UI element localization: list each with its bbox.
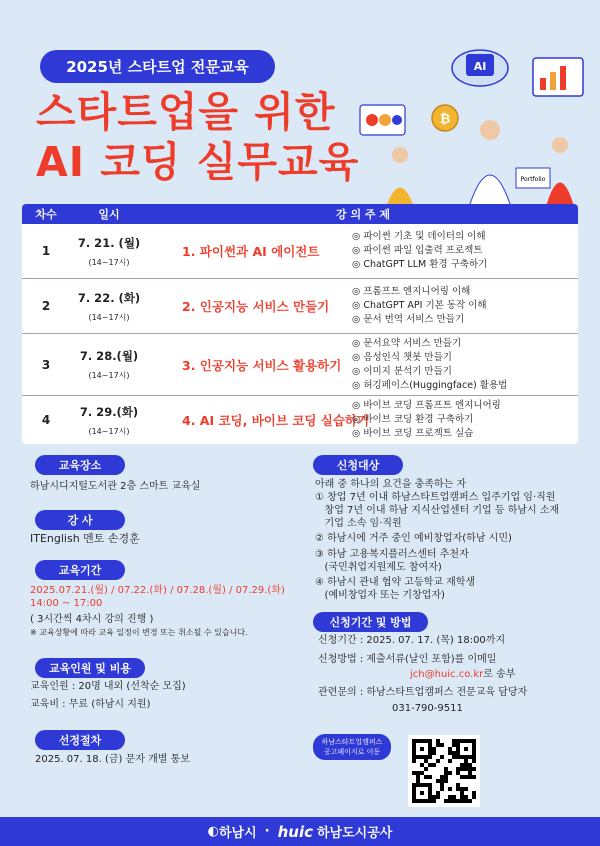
qr-label-line1: 하남스타트업캠퍼스 bbox=[321, 738, 383, 746]
table-row bbox=[22, 334, 578, 396]
session-number: 2 bbox=[41, 299, 51, 313]
chart-window-icon bbox=[533, 58, 583, 96]
topic-item: ◎ 음성인식 챗봇 만들기 bbox=[352, 351, 578, 365]
session-date: 7. 28.(월) bbox=[79, 349, 139, 363]
page-title-line1: 스타트업을 위한 bbox=[36, 88, 336, 136]
period-label: 교육기간 bbox=[35, 560, 125, 580]
ai-chip-label: AI bbox=[473, 60, 487, 73]
coin-icon bbox=[432, 105, 458, 131]
topic-item: ◎ 문서요약 서비스 만들기 bbox=[352, 337, 578, 351]
eligibility-item: ② 하남시에 거주 중인 예비창업자(하남 시민) bbox=[315, 533, 512, 544]
footer-org2: 하남도시공사 bbox=[317, 826, 393, 841]
venue-label: 교육장소 bbox=[35, 455, 125, 475]
people-icon bbox=[385, 120, 575, 210]
apply-label: 신청기간 및 방법 bbox=[313, 612, 428, 632]
col-header-date: 일시 bbox=[98, 208, 120, 221]
qr-code[interactable] bbox=[408, 735, 480, 807]
header-illustration bbox=[340, 40, 590, 210]
session-number: 4 bbox=[41, 413, 51, 427]
session-subject: 4. AI 코딩, 바이브 코딩 실습하기 bbox=[182, 413, 370, 428]
eligibility-item: ③ 하남 고용복지플러스센터 추천자 bbox=[315, 549, 469, 560]
table-header bbox=[22, 204, 578, 224]
period-note: ※ 교육상황에 따라 교육 일정이 변경 또는 취소될 수 있습니다. bbox=[30, 628, 248, 637]
venue-text: 하남시디지털도서관 2층 스마트 교육실 bbox=[30, 481, 201, 492]
eligibility-intro: 아래 중 하나의 요건을 충족하는 자 bbox=[315, 479, 467, 490]
svg-text:₿: ₿ bbox=[439, 112, 451, 127]
selection-text: 2025. 07. 18. (금) 문자 개별 통보 bbox=[35, 754, 190, 765]
qr-label-line2: 공고페이지로 이동 bbox=[323, 748, 381, 756]
period-dates: 2025.07.21.(월) / 07.22.(화) / 07.28.(월) / 07.29.(화) bbox=[30, 585, 285, 596]
topic-item: ◎ 문서 번역 서비스 만들기 bbox=[352, 313, 578, 327]
capacity-label: 교육인원 및 비용 bbox=[35, 658, 145, 678]
eligibility-item: ① 창업 7년 이내 하남스타트업캠퍼스 입주기업 임·직원 bbox=[315, 492, 556, 503]
session-date: 7. 22. (화) bbox=[77, 290, 141, 305]
eligibility-item: ④ 하남시 관내 협약 고등학교 재학생 bbox=[315, 577, 476, 588]
apply-email-suffix: 로 송부 bbox=[483, 669, 516, 680]
apply-method: 신청방법 : 제출서류(날인 포함)를 이메일 bbox=[318, 654, 497, 665]
fee-text: 교육비 : 무료 (하남시 지원) bbox=[30, 699, 151, 710]
topic-item: ◎ 바이브 코딩 프로젝트 실습 bbox=[352, 427, 578, 441]
session-number: 1 bbox=[41, 244, 51, 258]
session-time: (14~17시) bbox=[88, 371, 130, 380]
topic-item: ◎ ChatGPT LLM 환경 구축하기 bbox=[352, 258, 578, 272]
selection-label: 선정절차 bbox=[35, 730, 125, 750]
apply-email-link[interactable]: jch@huic.co.kr bbox=[410, 669, 484, 680]
session-date: 7. 29.(화) bbox=[79, 404, 139, 419]
apply-period: 신청기간 : 2025. 07. 17. (목) 18:00까지 bbox=[318, 635, 506, 646]
topic-item: ◎ 파이썬 파일 입출력 프로젝트 bbox=[352, 244, 578, 258]
instructor-text: ITEnglish 멘토 손경훈 bbox=[30, 532, 140, 545]
topic-item: ◎ 바이브 코딩 환경 구축하기 bbox=[352, 413, 578, 427]
portfolio-label: Portfolio bbox=[520, 176, 546, 183]
session-subject: 1. 파이썬과 AI 에이전트 bbox=[182, 244, 320, 259]
eligibility-item: (예비창업자 또는 기창업자) bbox=[315, 590, 445, 601]
session-time: (14~17시) bbox=[88, 257, 130, 267]
topic-item: ◎ 파이썬 기초 및 데이터의 이해 bbox=[352, 230, 578, 244]
session-time: (14~17시) bbox=[88, 426, 130, 436]
table-row bbox=[22, 224, 578, 279]
table-row bbox=[22, 396, 578, 444]
pie-card-icon bbox=[360, 105, 405, 135]
apply-email-line bbox=[410, 668, 515, 682]
header-badge: 2025년 스타트업 전문교육 bbox=[40, 50, 275, 83]
col-header-topic: 강 의 주 제 bbox=[336, 208, 390, 221]
col-header-session: 차수 bbox=[35, 208, 57, 221]
topic-item: ◎ 이미지 분석기 만들기 bbox=[352, 365, 578, 379]
eligibility-item: 기업 소속 임·직원 bbox=[315, 518, 402, 529]
period-sessions: ( 3시간씩 4차시 강의 진행 ) bbox=[30, 614, 154, 625]
topic-item: ◎ 허깅페이스(Huggingface) 활용법 bbox=[352, 379, 578, 393]
footer-org1: 하남시 bbox=[218, 826, 257, 841]
page-title-line2: AI 코딩 실무교육 bbox=[36, 138, 360, 186]
session-time: (14~17시) bbox=[88, 312, 130, 322]
eligibility-label: 신청대상 bbox=[313, 455, 403, 475]
schedule-table bbox=[22, 204, 578, 444]
topic-item: ◎ 프롬프트 엔지니어링 이해 bbox=[352, 285, 578, 299]
topic-item: ◎ 바이브 코딩 프롬프트 엔지니어링 bbox=[352, 399, 578, 413]
eligibility-item: 창업 7년 이내 하남 지식산업센터 기업 등 하남시 소재 bbox=[315, 505, 560, 516]
table-row bbox=[22, 279, 578, 334]
session-number: 3 bbox=[41, 357, 51, 372]
capacity-text: 교육인원 : 20명 내외 (선착순 모집) bbox=[30, 681, 186, 692]
footer-separator: · bbox=[264, 824, 270, 839]
hanam-logo-icon: ◐ bbox=[207, 824, 219, 839]
topic-item: ◎ ChatGPT API 기본 동작 이해 bbox=[352, 299, 578, 313]
session-subject: 3. 인공지능 서비스 활용하기 bbox=[182, 357, 342, 373]
instructor-label: 강 사 bbox=[35, 510, 125, 530]
cloud-icon bbox=[452, 50, 508, 86]
qr-label bbox=[313, 734, 391, 760]
session-subject: 2. 인공지능 서비스 만들기 bbox=[182, 299, 330, 314]
contact-phone: 031-790-9511 bbox=[392, 703, 463, 714]
session-date: 7. 21. (월) bbox=[77, 235, 141, 250]
eligibility-item: (국민취업지원제도 참여자) bbox=[315, 562, 442, 573]
huic-logo-icon: huic bbox=[277, 822, 313, 841]
contact-text: 관련문의 : 하남스타트업캠퍼스 전문교육 담당자 bbox=[318, 687, 528, 698]
period-time: 14:00 ~ 17:00 bbox=[30, 598, 103, 609]
footer-bar bbox=[0, 817, 600, 846]
